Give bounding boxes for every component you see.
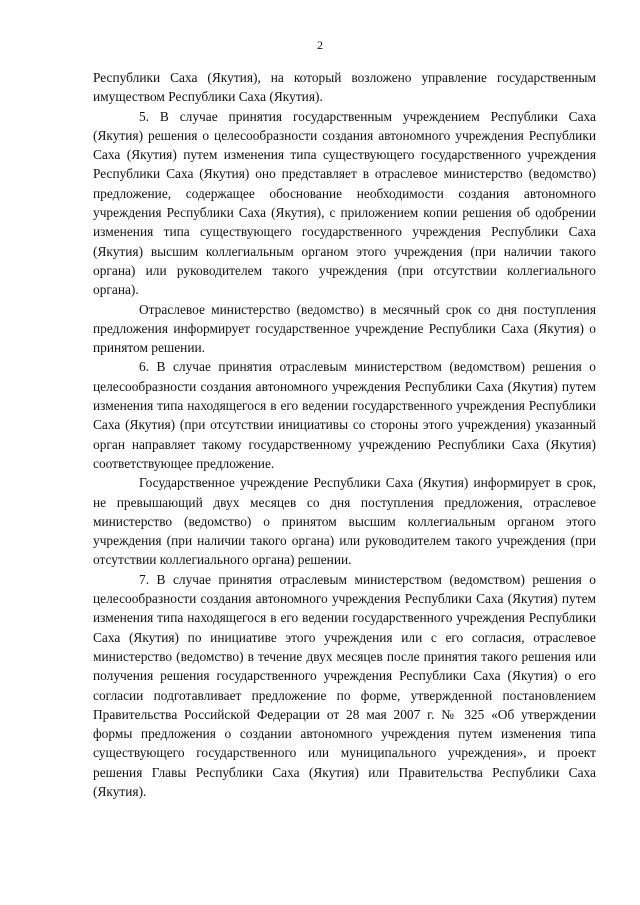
paragraph-ministry-response: Отраслевое министерство (ведомство) в месячный срок со дня поступления предложения информирует государственное учреждение Республики Саха (Якутия) о принятом решении.	[93, 301, 596, 356]
page-number: 2	[317, 38, 323, 52]
paragraph-institution-response: Государственное учреждение Республики Саха (Якутия) информирует в срок, не превышающий двух месяцев со дня поступления предложения, отраслевое министерство (ведомство) о принятом высшим коллегиальным органом этого учреждения (при наличии такого органа) или руководителем такого учреждения (при отсутствии коллегиального органа) решении.	[93, 475, 596, 568]
paragraph-item-5: 5. В случае принятия государственным учреждением Республики Саха (Якутия) решения о целесообразности создания автономного учреждения Республики Саха (Якутия) путем изменения типа существующего государственного учреждения Республики Саха (Якутия) оно представляет в отраслевое министерство (ведомство) предложение, содержащее обоснование необходимости создания автономного учреждения Республики Саха (Якутия), с приложением копии решения об одобрении изменения типа существующего государственного учреждения Республики Саха (Якутия) высшим коллегиальным органом этого учреждения (при наличии такого органа) или руководителем такого учреждения (при отсутствии коллегиального органа).	[93, 108, 596, 298]
paragraph-item-6: 6. В случае принятия отраслевым министерством (ведомством) решения о целесообразности создания автономного учреждения Республики Саха (Якутия) путем изменения типа находящегося в его ведении государственного учреждения Республики Саха (Якутия) (при отсутствии инициативы со стороны этого учреждения) указанный орган направляет такому государственному учреждению Республики Саха (Якутия) соответствующее предложение.	[93, 359, 596, 471]
paragraph-continuation: Республики Саха (Якутия), на который возложено управление государственным имуществом Республики Саха (Якутия).	[93, 70, 596, 105]
document-body	[93, 68, 596, 801]
paragraph-item-7: 7. В случае принятия отраслевым министерством (ведомством) решения о целесообразности создания автономного учреждения Республики Саха (Якутия) путем изменения типа находящегося в его ведении государственного учреждения Республики Саха (Якутия) по инициативе этого учреждения или с его согласия, отраслевое министерство (ведомство) в течение двух месяцев после принятия такого решения или получения решения государственного учреждения Республики Саха (Якутия) о его согласии подготавливает предложение по форме, утвержденной постановлением Правительства Российской Федерации от 28 мая 2007 г. № 325 «Об утверждении формы предложения о создании автономного учреждения путем изменения типа существующего государственного или муниципального учреждения», и проект решения Главы Республики Саха (Якутия) или Правительства Республики Саха (Якутия).	[93, 571, 596, 799]
